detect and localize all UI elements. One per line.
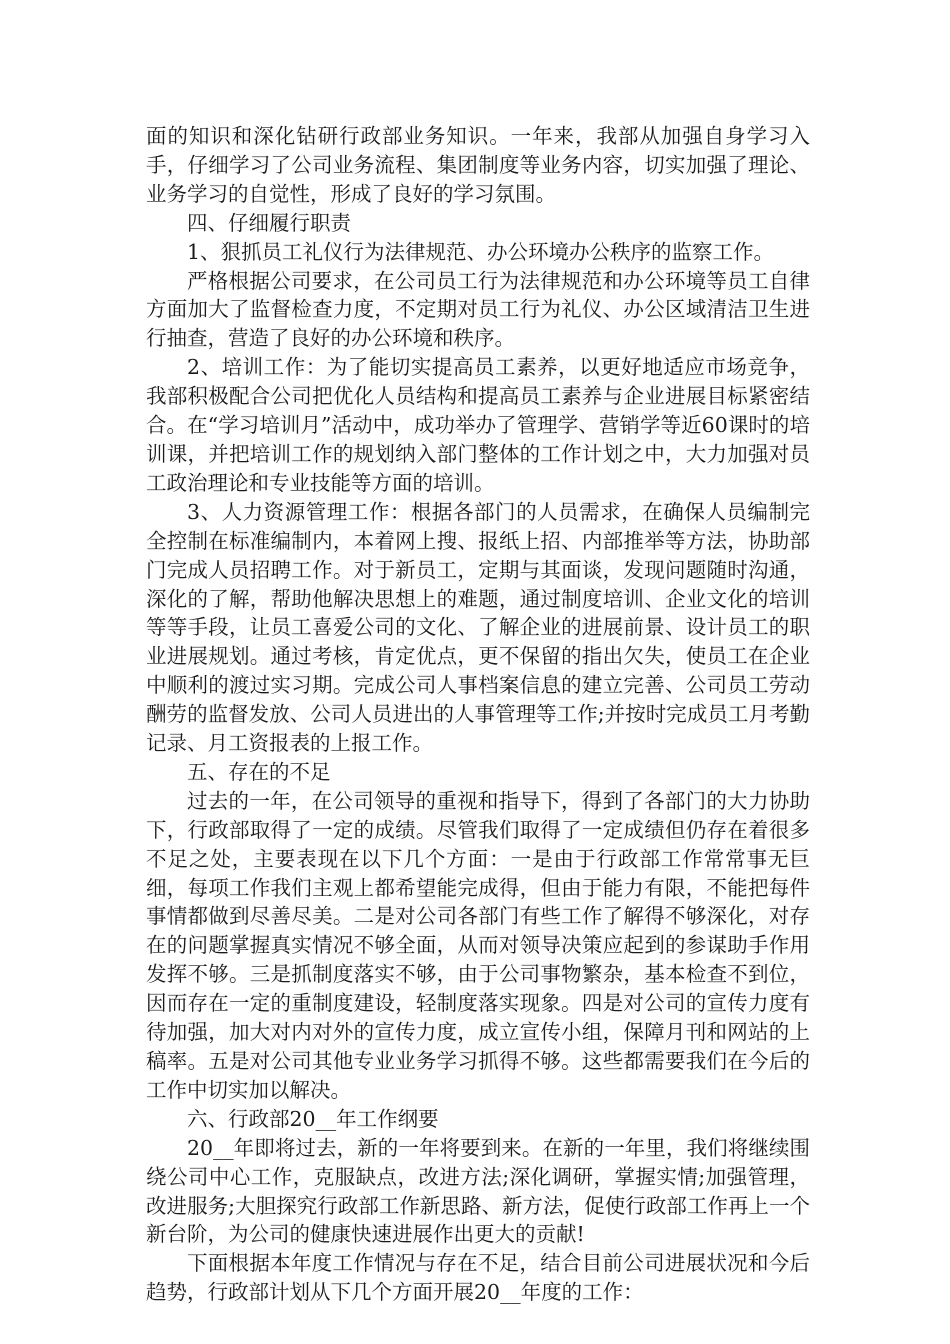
section-heading-4: 四、仔细履行职责 [187,210,351,235]
section-heading-5: 五、存在的不足 [187,759,331,784]
paragraph-shortcomings: 过去的一年，在公司领导的重视和指导下，得到了各部门的大力协助下，行政部取得了一定的成绩。尽管我们取得了一定成绩但仍存在着很多不足之处，主要表现在以下几个方面：一是由于行政部工作常常事无巨细，每项工作我们主观上都希望能完成得，但由于能力有限，不能把每件事情都做到尽善尽美。二是对公司各部门有些工作了解得不够深化，对存在的问题掌握真实情况不够全面，从而对领导决策应起到的参谋助手作用发挥不够。三是抓制度落实不够，由于公司事物繁杂，基本检查不到位，因而存在一定的重制度建设，轻制度落实现象。四是对公司的宣传力度有待加强，加大对内对外的宣传力度，成立宣传小组，保障月刊和网站的上稿率。五是对公司其他专业业务学习抓得不够。这些都需要我们在今后的工作中切实加以解决。 [146,788,810,1102]
paragraph-outlook: 20__年即将过去，新的一年将要到来。在新的一年里，我们将继续围绕公司中心工作，克服缺点，改进方法;深化调研，掌握实情;加强管理，改进服务;大胆探究行政部工作新思路、新方法，促使行政部工作再上一个新台阶，为公司的健康快速进展作出更大的贡献! [146,1135,810,1247]
paragraph-item-1: 1、狠抓员工礼仪行为法律规范、办公环境办公秩序的监察工作。 [187,239,775,264]
section-heading-6: 六、行政部20__年工作纲要 [187,1106,439,1131]
document-body [146,122,810,1307]
paragraph-item-3: 3、人力资源管理工作：根据各部门的人员需求，在确保人员编制完全控制在标准编制内，本着网上搜、报纸上招、内部推举等方法，协助部门完成人员招聘工作。对于新员工，定期与其面谈，发现问题随时沟通，深化的了解，帮助他解决思想上的难题，通过制度培训、企业文化的培训等等手段，让员工喜爱公司的文化、了解企业的进展前景、设计员工的职业进展规划。通过考核，肯定优点，更不保留的指出欠失，使员工在企业中顺利的渡过实习期。完成公司人事档案信息的建立完善、公司员工劳动酬劳的监督发放、公司人员进出的人事管理等工作;并按时完成员工月考勤记录、月工资报表的上报工作。 [146,499,810,756]
paragraph-item-1-detail: 严格根据公司要求，在公司员工行为法律规范和办公环境等员工自律方面加大了监督检查力度，不定期对员工行为礼仪、办公区域清洁卫生进行抽查，营造了良好的办公环境和秩序。 [146,268,810,351]
paragraph-item-2: 2、培训工作：为了能切实提高员工素养，以更好地适应市场竞争，我部积极配合公司把优化人员结构和提高员工素养与企业进展目标紧密结合。在“学习培训月”活动中，成功举办了管理学、营销学等近60课时的培训课，并把培训工作的规划纳入部门整体的工作计划之中，大力加强对员工政治理论和专业技能等方面的培训。 [146,355,810,495]
paragraph-continuation: 面的知识和深化钻研行政部业务知识。一年来，我部从加强自身学习入手，仔细学习了公司业务流程、集团制度等业务内容，切实加强了理论、业务学习的自觉性，形成了良好的学习氛围。 [146,124,810,206]
paragraph-plan-intro: 下面根据本年度工作情况与存在不足，结合目前公司进展状况和今后趋势，行政部计划从下几个方面开展20__年度的工作： [146,1251,810,1305]
